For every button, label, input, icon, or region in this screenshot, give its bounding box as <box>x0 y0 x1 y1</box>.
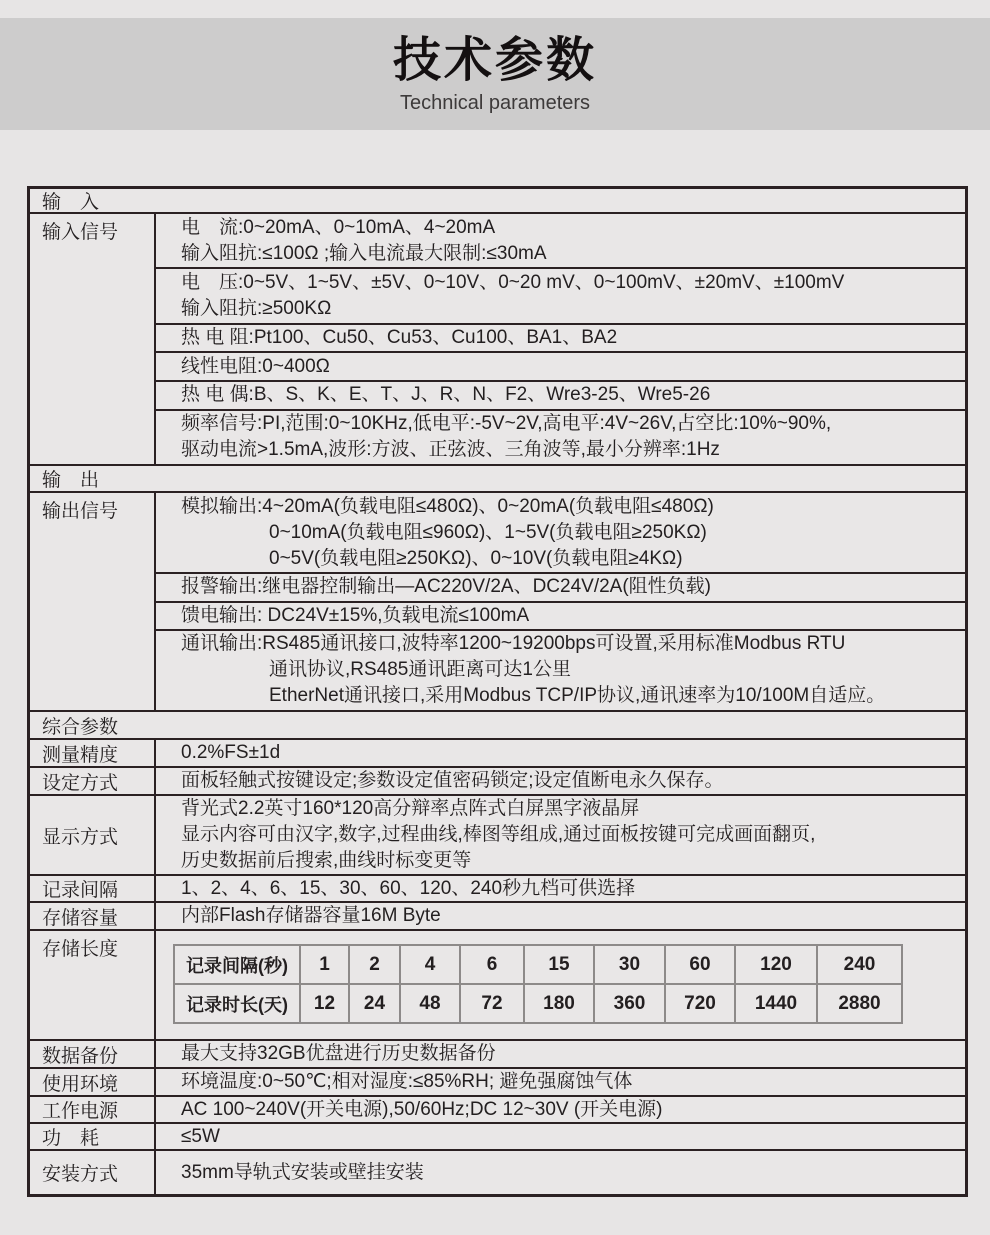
content-subrow <box>156 1069 965 1095</box>
content-subrow <box>156 1041 965 1067</box>
content-line: 线性电阻:0~400Ω <box>181 355 330 377</box>
storage-row <box>174 945 902 984</box>
content-subrow <box>156 411 965 464</box>
content-line: 电 压:0~5V、1~5V、±5V、0~10V、0~20 mV、0~100mV、±20mV、±100mV <box>181 271 845 293</box>
row-content <box>156 876 965 901</box>
content-subrow <box>156 631 965 710</box>
row-label: 安装方式 <box>30 1151 156 1194</box>
row-label: 测量精度 <box>30 740 156 766</box>
storage-value-cell: 720 <box>665 984 735 1023</box>
storage-value-cell: 48 <box>400 984 460 1023</box>
row-content <box>156 1097 965 1122</box>
content-line: 0.2%FS±1d <box>181 742 281 763</box>
storage-value-cell: 12 <box>300 984 349 1023</box>
row-content <box>156 768 965 794</box>
content-line: 1、2、4、6、15、30、60、120、240秒九档可供选择 <box>181 878 636 899</box>
table-row <box>30 214 965 466</box>
page-title: 技术参数 <box>392 34 597 87</box>
content-line: 输入阻抗:≥500KΩ <box>181 297 332 319</box>
table-row <box>30 903 965 931</box>
section-label: 综合参数 <box>42 716 119 738</box>
storage-value-cell: 240 <box>817 945 902 984</box>
content-subrow <box>156 603 965 631</box>
content-line: 馈电输出: DC24V±15%,负载电流≤100mA <box>181 604 530 626</box>
content-subrow <box>156 382 965 411</box>
row-content <box>156 1124 965 1149</box>
table-row <box>30 768 965 796</box>
storage-row <box>174 984 902 1023</box>
content-line: 模拟输出:4~20mA(负载电阻≤480Ω)、0~20mA(负载电阻≤480Ω) <box>181 495 714 517</box>
table-row <box>30 1041 965 1069</box>
row-label: 设定方式 <box>30 768 156 794</box>
storage-value-cell: 15 <box>524 945 594 984</box>
row-content <box>156 493 965 710</box>
section-row <box>30 466 965 493</box>
content-subrow <box>156 269 965 324</box>
storage-value-cell: 72 <box>460 984 524 1023</box>
content-line: 内部Flash存储器容量16M Byte <box>181 905 441 926</box>
row-content <box>156 1069 965 1095</box>
content-subrow <box>156 493 965 574</box>
row-label: 数据备份 <box>30 1041 156 1067</box>
storage-value-cell: 24 <box>349 984 400 1023</box>
storage-value-cell: 180 <box>524 984 594 1023</box>
section-row <box>30 189 965 214</box>
content-line: 报警输出:继电器控制输出—AC220V/2A、DC24V/2A(阻性负载) <box>181 576 711 598</box>
content-subrow <box>156 1097 965 1123</box>
table-row <box>30 1097 965 1124</box>
content-line: 环境温度:0~50℃;相对湿度:≤85%RH; 避免强腐蚀气体 <box>181 1071 633 1092</box>
storage-value-cell: 6 <box>460 945 524 984</box>
storage-value-cell: 4 <box>400 945 460 984</box>
storage-table-wrap <box>156 931 965 1024</box>
storage-header-cell: 记录时长(天) <box>174 984 300 1023</box>
page-subtitle: Technical parameters <box>399 92 591 114</box>
row-label: 输入信号 <box>30 214 156 464</box>
content-subrow <box>156 1151 965 1194</box>
storage-value-cell: 2880 <box>817 984 902 1023</box>
content-subrow <box>156 353 965 382</box>
content-subrow <box>156 325 965 354</box>
content-subrow <box>156 574 965 602</box>
table-row <box>30 1151 965 1194</box>
content-subrow <box>156 1124 965 1150</box>
table-row <box>30 493 965 712</box>
content-subrow <box>156 214 965 269</box>
row-content <box>156 903 965 929</box>
row-content <box>156 214 965 464</box>
content-line: 显示内容可由汉字,数字,过程曲线,棒图等组成,通过面板按键可完成画面翻页, <box>181 824 816 845</box>
content-line: 历史数据前后搜索,曲线时标变更等 <box>181 850 472 871</box>
row-label: 功 耗 <box>30 1124 156 1149</box>
section-label: 输 入 <box>42 192 100 213</box>
content-subrow <box>156 903 965 929</box>
row-label: 存储长度 <box>30 931 156 1039</box>
row-content <box>156 931 965 1039</box>
spec-table <box>27 186 968 1197</box>
section-row <box>30 712 965 740</box>
table-row <box>30 931 965 1041</box>
content-line: 背光式2.2英寸160*120高分辩率点阵式白屏黑字液晶屏 <box>181 798 640 819</box>
row-content <box>156 1041 965 1067</box>
title-band <box>0 18 990 130</box>
content-line: 电 流:0~20mA、0~10mA、4~20mA <box>181 216 496 238</box>
content-line: ≤5W <box>181 1126 220 1147</box>
content-subrow <box>156 796 965 874</box>
row-label: 使用环境 <box>30 1069 156 1095</box>
row-label: 工作电源 <box>30 1097 156 1122</box>
row-content <box>156 796 965 874</box>
storage-value-cell: 60 <box>665 945 735 984</box>
content-line: 通讯输出:RS485通讯接口,波特率1200~19200bps可设置,采用标准Modbus RTU <box>181 633 846 655</box>
row-label: 显示方式 <box>30 796 156 874</box>
storage-value-cell: 30 <box>594 945 665 984</box>
content-subrow <box>156 876 965 902</box>
storage-value-cell: 120 <box>735 945 817 984</box>
content-line: 35mm导轨式安装或壁挂安装 <box>181 1161 424 1183</box>
row-label: 输出信号 <box>30 493 156 710</box>
table-row <box>30 796 965 876</box>
content-subrow <box>156 740 965 766</box>
row-label: 记录间隔 <box>30 876 156 901</box>
table-row <box>30 740 965 768</box>
row-label: 存储容量 <box>30 903 156 929</box>
content-line: 最大支持32GB优盘进行历史数据备份 <box>181 1043 496 1064</box>
storage-header-cell: 记录间隔(秒) <box>174 945 300 984</box>
storage-value-cell: 1440 <box>735 984 817 1023</box>
table-row <box>30 876 965 903</box>
table-row <box>30 1069 965 1097</box>
content-line: 通讯协议,RS485通讯距离可达1公里 <box>269 659 571 681</box>
content-line: AC 100~240V(开关电源),50/60Hz;DC 12~30V (开关电源) <box>181 1099 663 1120</box>
row-content <box>156 1151 965 1194</box>
content-line: 频率信号:PI,范围:0~10KHz,低电平:-5V~2V,高电平:4V~26V,占空比:10%~90%, <box>181 413 832 435</box>
content-line: EtherNet通讯接口,采用Modbus TCP/IP协议,通讯速率为10/100M自适应。 <box>269 685 886 707</box>
storage-table <box>173 944 903 1024</box>
storage-value-cell: 1 <box>300 945 349 984</box>
content-subrow <box>156 768 965 794</box>
content-line: 驱动电流>1.5mA,波形:方波、正弦波、三角波等,最小分辨率:1Hz <box>181 439 720 461</box>
section-label: 输 出 <box>42 470 100 491</box>
row-content <box>156 740 965 766</box>
content-line: 0~5V(负载电阻≥250KΩ)、0~10V(负载电阻≥4KΩ) <box>269 547 683 569</box>
content-line: 0~10mA(负载电阻≤960Ω)、1~5V(负载电阻≥250KΩ) <box>269 521 707 543</box>
storage-value-cell: 2 <box>349 945 400 984</box>
content-line: 热 电 阻:Pt100、Cu50、Cu53、Cu100、BA1、BA2 <box>181 326 618 348</box>
table-row <box>30 1124 965 1151</box>
storage-value-cell: 360 <box>594 984 665 1023</box>
content-line: 热 电 偶:B、S、K、E、T、J、R、N、F2、Wre3-25、Wre5-26 <box>181 384 711 406</box>
content-line: 输入阻抗:≤100Ω ;输入电流最大限制:≤30mA <box>181 242 547 264</box>
content-line: 面板轻触式按键设定;参数设定值密码锁定;设定值断电永久保存。 <box>181 770 724 791</box>
